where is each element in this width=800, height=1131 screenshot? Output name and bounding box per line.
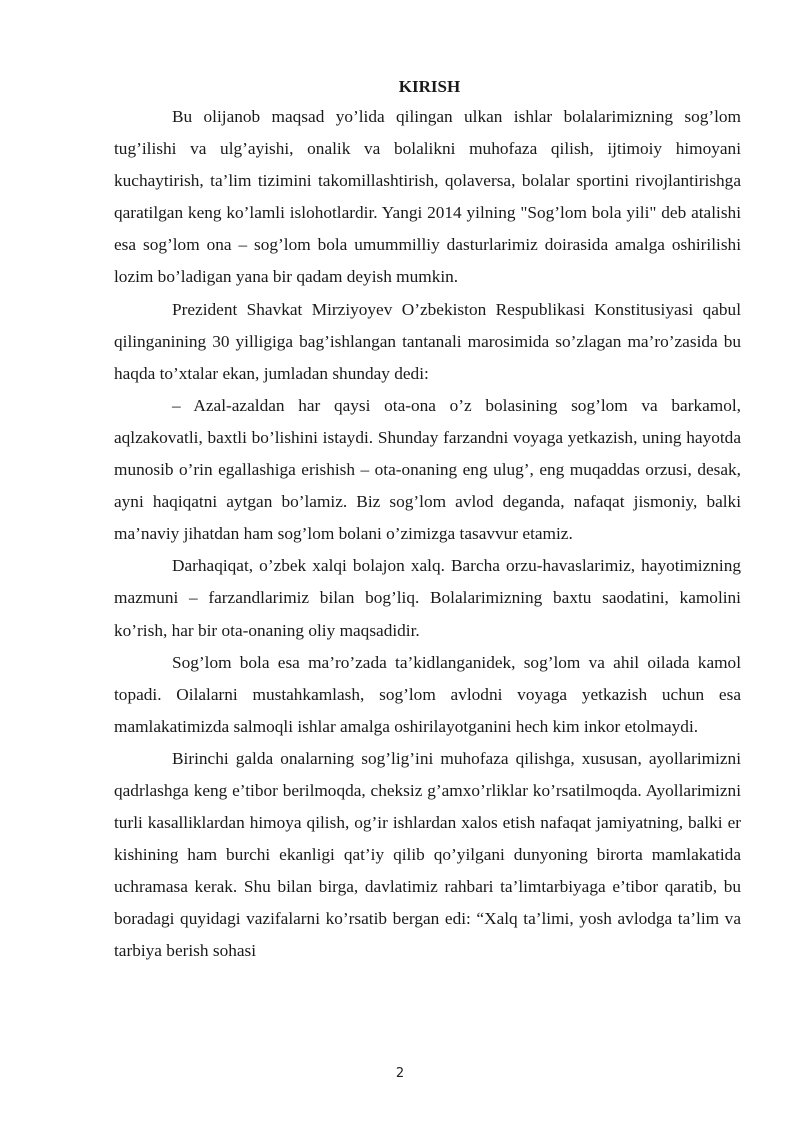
paragraph-3-quote: – Azal-azaldan har qaysi ota-ona o’z bolasining sog’lom va barkamol, aqlzakovatli, baxtli bo’lishini istaydi. Shunday farzandni voyaga yetkazish, uning hayotda munosib o’rin egallashiga erishish – ota-onaning eng ulug’, eng muqaddas orzusi, desak, ayni haqiqatni aytgan bo’lamiz. Biz sog’lom avlod deganda, nafaqat jismoniy, balki ma’naviy jihatdan ham sog’lom bolani o’zimizga tasavvur etamiz. — [114, 395, 741, 544]
paragraph-2: Prezident Shavkat Mirziyoyev O’zbekiston Respublikasi Konstitusiyasi qabul qilinganining 30 yilligiga bag’ishlangan tantanali marosimida so’zlagan ma’ro’zasida bu haqda to’xtalar ekan, jumladan shunday dedi: — [114, 299, 741, 383]
paragraph-4: Darhaqiqat, o’zbek xalqi bolajon xalq. Barcha orzu-havaslarimiz, hayotimizning mazmuni – farzandlarimiz bilan bog’liq. Bolalarimizning baxtu saodatini, kamolini ko’rish, har bir ota-onaning oliy maqsadidir. — [114, 556, 741, 640]
paragraph-6: Birinchi galda onalarning sog’lig’ini muhofaza qilishga, xususan, ayollarimizni qadrlashga keng e’tibor berilmoqda, cheksiz g’amxo’rliklar ko’rsatilmoqda. Ayollarimizni turli kasalliklardan himoya qilish, og’ir ishlardan xalos etish nafaqat jamiyatning, balki er kishining ham burchi ekanligi qat’iy qilib qo’yilgani dunyoning birorta mamlakatida uchramasa kerak. Shu bilan birga, davlatimiz rahbari ta’limtarbiyaga e’tibor qaratib, bu boradagi quyidagi vazifalarni ko’rsatib bergan edi: “Xalq ta’limi, yosh avlodga ta’lim va tarbiya berish sohasi — [114, 748, 741, 961]
section-heading: KIRISH — [398, 77, 461, 96]
page-number: 2 — [395, 1066, 405, 1081]
paragraph-5: Sog’lom bola esa ma’ro’zada ta’kidlanganidek, sog’lom va ahil oilada kamol topadi. Oilalarni mustahkamlash, sog’lom avlodni voyaga yetkazish uchun esa mamlakatimizda salmoqli ishlar amalga oshirilayotganini hech kim inkor etolmaydi. — [114, 652, 741, 736]
document-page — [114, 75, 741, 968]
paragraph-1: Bu olijanob maqsad yo’lida qilingan ulkan ishlar bolalarimizning sog’lom tug’ilishi va ulg’ayishi, onalik va bolalikni muhofaza qilish, ijtimoiy himoyani kuchaytirish, ta’lim tizimini takomillashtirish, qolaversa, bolalar sportini rivojlantirishga qaratilgan keng ko’lamli islohotlardir. Yangi 2014 yilning "Sog’lom bola yili" deb atalishi esa sog’lom ona – sog’lom bola umummilliy dasturlarimiz doirasida amalga oshirilishi lozim bo’ladigan yana bir qadam deyish mumkin. — [114, 107, 741, 287]
